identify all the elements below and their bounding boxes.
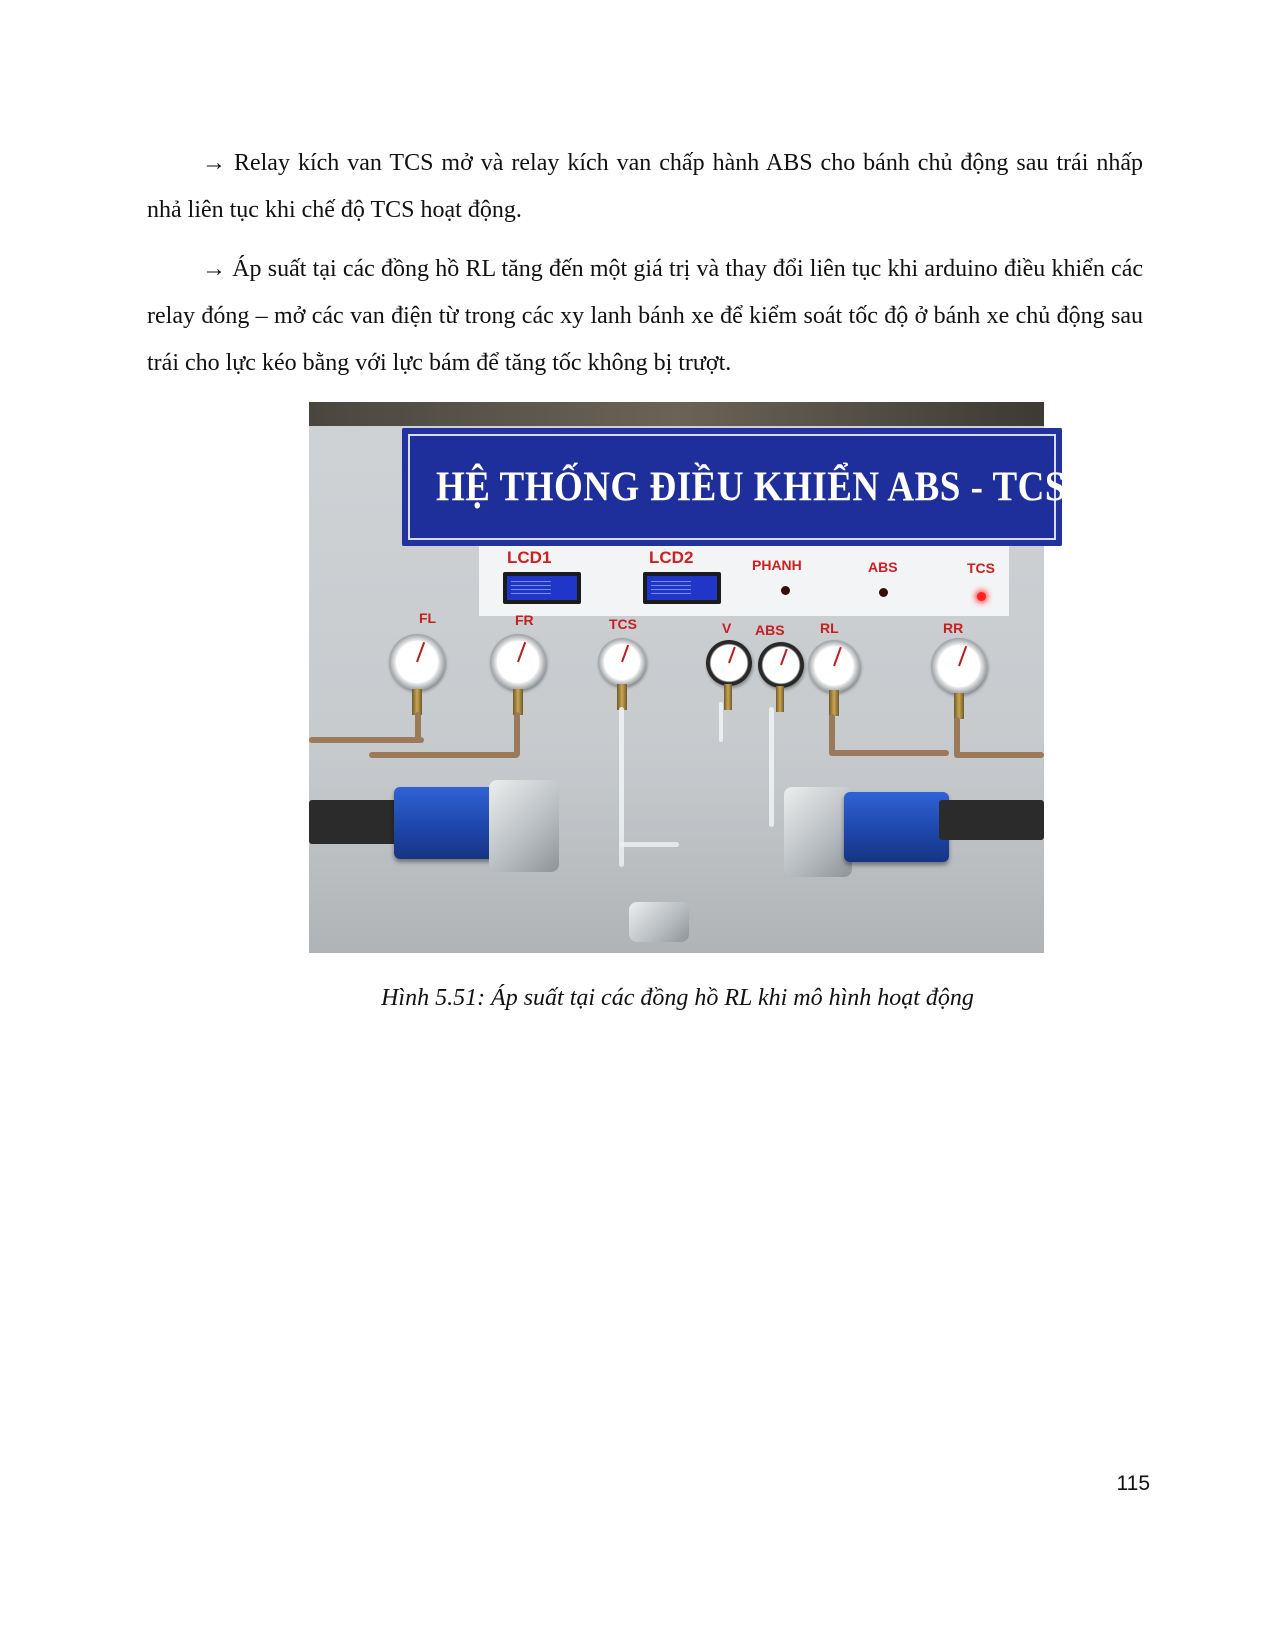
gauge-label-fr: FR — [515, 612, 534, 628]
title-banner — [402, 428, 1242, 546]
center-valve — [629, 902, 689, 942]
lcd1-display — [503, 572, 581, 604]
gauge-rr — [931, 638, 987, 694]
abs-indicator-label: ABS — [868, 559, 898, 575]
brake-pipe — [954, 752, 1044, 758]
gauge-tcs — [598, 638, 646, 686]
brake-pipe — [514, 712, 520, 757]
gauge-v — [706, 640, 752, 686]
left-solenoid-valve — [489, 780, 559, 872]
ceiling — [309, 402, 1044, 426]
page-number: 115 — [1116, 1472, 1150, 1495]
brake-pipe — [415, 712, 421, 742]
gauge-fr-stem — [513, 689, 523, 715]
gauge-label-abs: ABS — [755, 622, 785, 638]
gauge-fr — [490, 634, 546, 690]
brake-pipe — [309, 737, 424, 743]
left-bracket — [309, 800, 404, 844]
gauge-label-rr: RR — [943, 620, 964, 636]
gauge-rl-stem — [829, 690, 839, 716]
right-solenoid-valve — [784, 787, 852, 877]
figure-caption: Hình 5.51: Áp suất tại các đồng hồ RL khi mô hình hoạt động — [381, 985, 974, 1011]
gauge-rr-stem — [954, 693, 964, 719]
right-bracket — [939, 800, 1044, 840]
gauge-abs — [758, 642, 804, 688]
paragraph-2: → Áp suất tại các đồng hồ RL tăng đến một giá trị và thay đổi liên tục khi arduino điều khiển các relay đóng – mở các van điện từ trong các xy lanh bánh xe để kiểm soát tốc độ ở bánh xe chủ động sau trái cho lực kéo bằng với lực bám để tăng tốc không bị trượt. — [147, 256, 1143, 376]
brake-pipe — [369, 752, 519, 758]
abs-led — [879, 588, 888, 597]
gauge-v-stem — [724, 684, 732, 710]
brake-pipe — [954, 717, 960, 757]
left-actuator-cylinder — [394, 787, 499, 859]
right-actuator-cylinder — [844, 792, 949, 862]
tcs-led — [977, 592, 986, 601]
lcd2-label: LCD2 — [649, 548, 694, 567]
brake-pipe — [829, 750, 949, 756]
phanh-led — [781, 586, 790, 595]
brake-pipe — [829, 714, 835, 754]
figure-photo — [309, 402, 1242, 953]
gauge-label-fl: FL — [419, 610, 437, 626]
paragraph-1: → Relay kích van TCS mở và relay kích van chấp hành ABS cho bánh chủ động sau trái nhấp nhả liên tục khi chế độ TCS hoạt động. — [147, 150, 1143, 223]
lcd1-label: LCD1 — [507, 548, 552, 567]
banner-title: HỆ THỐNG ĐIỀU KHIỂN ABS - TCS TRÊN PH — [436, 463, 1242, 512]
gauge-rl — [808, 640, 860, 692]
gauge-label-tcs: TCS — [609, 616, 637, 632]
lcd2-display — [643, 572, 721, 604]
gauge-label-rl: RL — [820, 620, 839, 636]
phanh-label: PHANH — [752, 557, 802, 573]
pressure-hose — [719, 702, 723, 742]
gauge-abs-stem — [776, 686, 784, 712]
tcs-indicator-label: TCS — [967, 560, 995, 576]
gauge-fl — [389, 634, 445, 690]
gauge-label-v: V — [722, 620, 732, 636]
